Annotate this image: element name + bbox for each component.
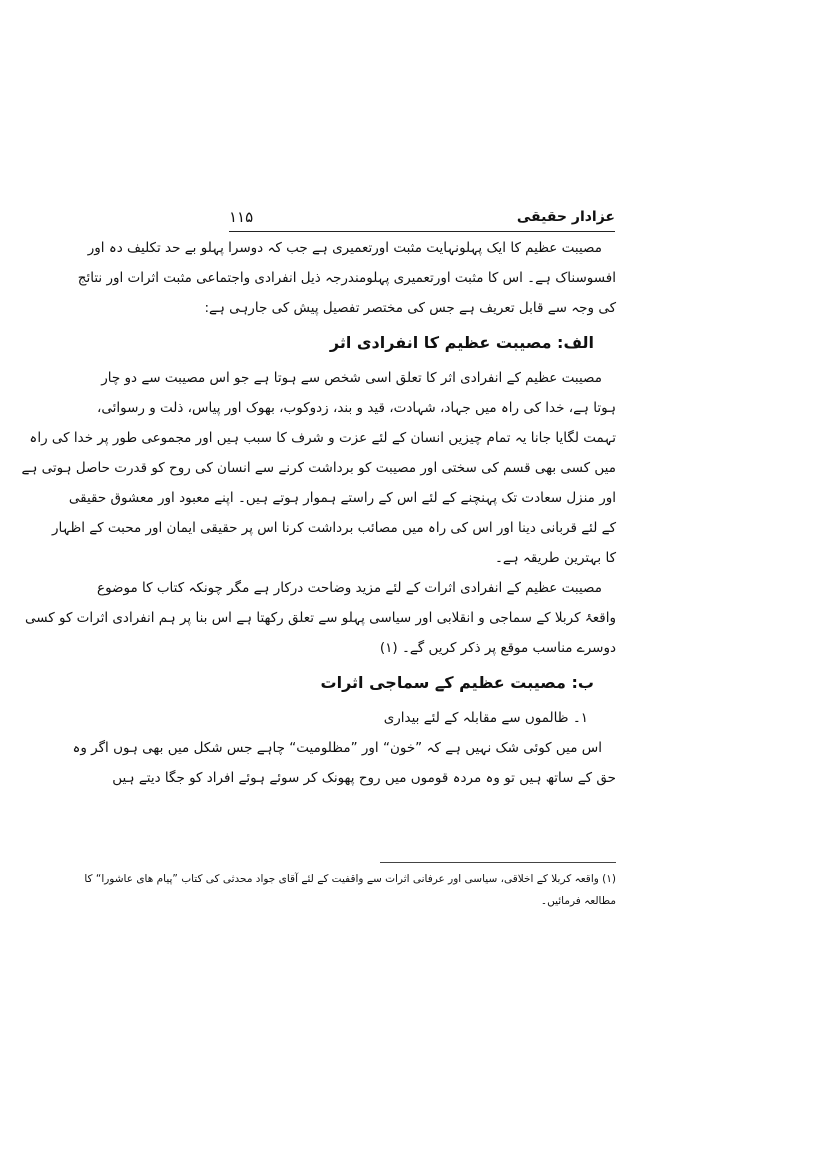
text-line: مصیبت عظیم کے انفرادی اثر کا تعلق اسی شخص سے ہوتا ہے جو اس مصیبت سے دو چار [101, 370, 602, 386]
text-line: حق کے ساتھ ہیں تو وہ مردہ قوموں میں روح پھونک کر سوئے ہوئے افراد کو جگا دیتے ہیں [112, 770, 616, 786]
footnote-line: مطالعہ فرمائیں۔ [540, 895, 616, 907]
text-line: افسوسناک ہے۔ اس کا مثبت اورتعمیری پہلومندرجہ ذیل انفرادی واجتماعی مثبت اثرات اور نتائج [77, 270, 616, 286]
text-line: کی وجہ سے قابل تعریف ہے جس کی مختصر تفصیل پیش کی جارہی ہے: [204, 300, 616, 316]
text-line: میں کسی بھی قسم کی سختی اور مصیبت کو برداشت کرنے سے انسان کی روح کو قدرت حاصل ہوتی ہے [21, 460, 616, 476]
paragraph-individual-note [24, 573, 616, 663]
text-line: کا بہترین طریقہ ہے۔ [494, 550, 616, 566]
text-line: تہمت لگایا جانا یہ تمام چیزیں انسان کے لئے عزت و شرف کا سبب ہیں اور مجموعی طور پر خدا کی راہ [29, 430, 616, 446]
paragraph-social-effect [72, 733, 616, 793]
text-line: کے لئے قربانی دینا اور اس کی راہ میں مصائب برداشت کرنا اس پر حقیقی ایمان اور محبت کے اظہار [51, 520, 616, 536]
text-line: دوسرے مناسب موقع پر ذکر کریں گے۔ (۱) [379, 640, 616, 656]
section-heading-individual: الف: مصیبت عظیم کا انفرادی اثر [329, 333, 594, 352]
paragraph-individual-effect [21, 363, 616, 573]
footnote-line: (۱) واقعہ کربلا کے اخلاقی، سیاسی اور عرفانی اثرات سے واقفیت کے لئے آقای جواد محدثی کی کتاب ”پیام ھای عاشورا“ کا [84, 873, 616, 885]
footnote-divider [380, 862, 616, 863]
text-line: مصیبت عظیم کے انفرادی اثرات کے لئے مزید وضاحت درکار ہے مگر چونکہ کتاب کا موضوع [97, 580, 602, 596]
running-title: عزادار حقیقی [516, 209, 615, 225]
page-body [21, 233, 616, 793]
paragraph-intro [77, 233, 616, 323]
text-line: ہوتا ہے، خدا کی راہ میں جہاد، شہادت، قید و بند، زدوکوب، بھوک اور پیاس، ذلت و رسوائی، [96, 400, 616, 416]
page-header [229, 203, 615, 232]
section-heading-social: ب: مصیبت عظیم کے سماجی اثرات [320, 673, 594, 692]
text-line: واقعۂ کربلا کے سماجی و انقلابی اور سیاسی پہلو سے تعلق رکھتا ہے اس بنا پر ہم انفرادی اثرات کو کسی [24, 610, 616, 626]
text-line: اس میں کوئی شک نہیں ہے کہ ”خون“ اور ”مظلومیت“ چاہے جس شکل میں بھی ہوں اگر وہ [72, 740, 602, 756]
page-number: ۱۱۵ [229, 208, 254, 226]
text-line: مصیبت عظیم کا ایک پہلونہایت مثبت اورتعمیری ہے جب کہ دوسرا پہلو بے حد تکلیف دہ اور [87, 240, 602, 256]
subsection-heading: ۱۔ ظالموں سے مقابلہ کے لئے بیداری [383, 710, 588, 726]
text-line: اور منزل سعادت تک پہنچنے کے لئے اس کے راستے ہموار ہوتے ہیں۔ اپنے معبود اور معشوق حقیقی [68, 490, 616, 506]
footnote [84, 868, 616, 912]
